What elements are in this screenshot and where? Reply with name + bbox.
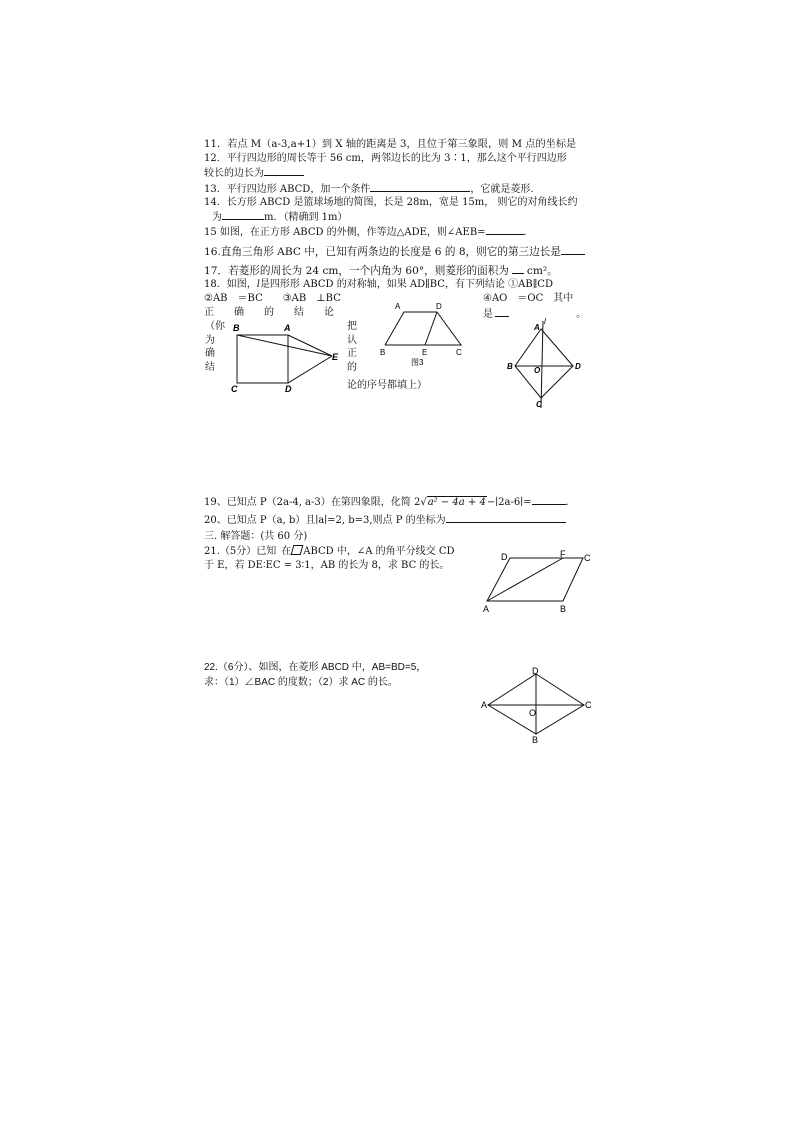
question-17: 17．若菱形的周长为 24 cm，一个内角为 60°，则菱形的面积为 cm²。	[204, 265, 558, 277]
question-21-line-1: 21.（5分）已知 在 ABCD 中，∠A 的角平分线交 CD	[204, 546, 455, 557]
answer-blank[interactable]	[264, 165, 304, 176]
label-b: B	[507, 362, 513, 371]
label-o: O	[529, 708, 537, 718]
answer-blank[interactable]	[532, 494, 566, 505]
label-d: D	[575, 362, 581, 371]
label-c: C	[584, 553, 591, 563]
answer-blank[interactable]	[370, 181, 470, 192]
label-a: A	[534, 323, 540, 332]
q11-text: 11．若点 M（a-3,a+1）到 X 轴的距离是 3，且位于第三象限，则 M 点的坐标是	[204, 139, 577, 150]
label-a: A	[395, 302, 401, 311]
question-18-line-3: 正 确 的 结 论	[204, 307, 334, 318]
label-b: B	[532, 735, 539, 745]
question-18-line-2-right: ④AO ＝OC 其中	[483, 293, 574, 304]
figure-rhombus-abcd	[478, 664, 598, 749]
figure-rhombus-axis	[503, 316, 588, 414]
question-14-line-1: 14．长方形 ABCD 是篮球场地的简图，长是 28m，宽是 15m， 则它的对角线长约	[204, 197, 578, 208]
label-d: D	[532, 666, 539, 676]
label-c: C	[585, 700, 592, 710]
question-18-line-2: ②AB ＝BC ③AB ⊥BC	[204, 293, 341, 304]
label-a: A	[483, 604, 490, 614]
label-f: F	[560, 549, 566, 559]
question-22-line-2: 求：（1）∠BAC 的度数；（2）求 AC 的长。	[204, 677, 398, 688]
question-18-vertical-left: （你为确结	[205, 321, 225, 373]
question-19: 19、已知点 P（2a-4, a-3）在第四象限，化简 2√a² − 4a + 4−∣2a-6∣= .	[204, 494, 569, 509]
question-21-line-2: 于 E，若 DE∶EC = 3∶1，AB 的长为 8，求 BC 的长。	[204, 560, 450, 571]
section-3-heading: 三. 解答题：(共 60 分)	[204, 531, 308, 542]
answer-blank[interactable]	[561, 244, 585, 255]
question-12-line-2: 较长的边长为	[204, 165, 304, 180]
figure-square-abcd	[228, 320, 343, 398]
question-12-line-1: 12．平行四边形的周长等于 56 cm，两邻边长的比为 3∶1，那么这个平行四边形	[204, 153, 567, 164]
figure-caption: 图3	[411, 358, 424, 367]
label-c: C	[231, 384, 238, 394]
figure-parallelogram	[478, 546, 593, 619]
question-22-line-1: 22.（6分）、如图，在菱形 ABCD 中，AB=BD=5，	[204, 662, 427, 673]
label-d: D	[501, 552, 508, 562]
label-e: E	[422, 348, 428, 357]
question-20: 20、已知点 P（a, b）且∣a∣=2, b=3,则点 P 的坐标为	[204, 512, 566, 527]
radicand: a² − 4a + 4	[427, 497, 486, 508]
answer-blank[interactable]	[486, 224, 524, 235]
question-15: 15 如图，在正方形 ABCD 的外侧，作等边△ADE，则∠AEB= .	[204, 224, 527, 239]
label-d: D	[436, 302, 442, 311]
label-b: B	[233, 323, 240, 333]
question-11	[204, 138, 576, 151]
answer-blank[interactable]	[512, 263, 524, 274]
question-18-line-1: 18．如图，l是四形形 ABCD 的对称轴，如果 AD∥BC，有下列结论 ①AB∥CD	[204, 279, 553, 290]
label-b: B	[560, 604, 567, 614]
question-18-vertical-right: 把认正的	[347, 321, 357, 373]
label-c: C	[536, 400, 542, 409]
figure-3	[377, 298, 472, 373]
question-14-line-2: 为 m．（精确到 1m）	[212, 209, 348, 224]
answer-blank[interactable]	[222, 209, 264, 220]
label-l: l	[544, 317, 546, 326]
label-o: O	[534, 366, 541, 375]
label-d: D	[285, 384, 292, 394]
question-18-line-3-right: 是 。	[483, 306, 586, 321]
label-b: B	[380, 348, 386, 357]
sqrt-sign: √	[420, 497, 427, 508]
label-c: C	[456, 348, 462, 357]
question-13: 13．平行四边形 ABCD，加一个条件 ，它就是菱形.	[204, 181, 534, 196]
label-a: A	[284, 323, 291, 333]
question-18-line-end: 论的序号都填上）	[347, 380, 427, 391]
label-a: A	[481, 700, 488, 710]
answer-blank[interactable]	[446, 512, 566, 523]
parallelogram-icon	[291, 545, 304, 555]
question-16: 16.直角三角形 ABC 中，已知有两条边的长度是 6 的 8，则它的第三边长是	[204, 244, 585, 259]
label-e: E	[332, 352, 339, 362]
